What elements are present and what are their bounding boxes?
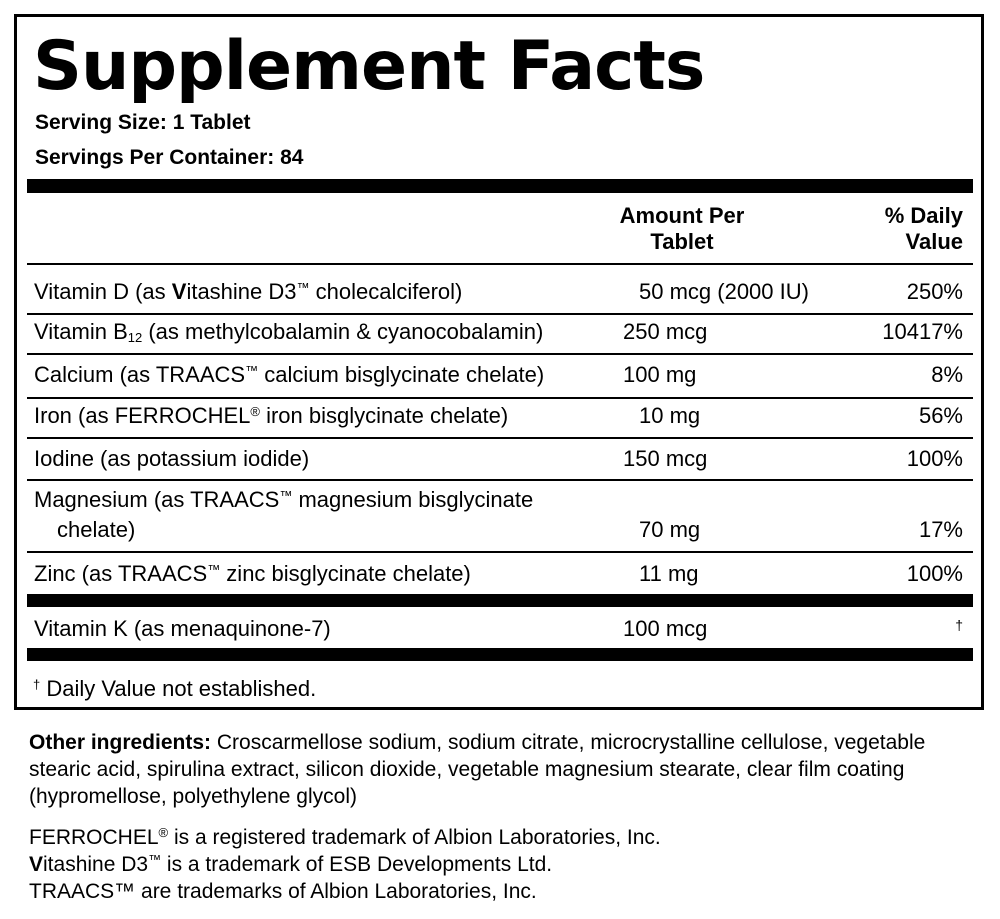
nutrient-name: Iron (as FERROCHEL® iron bisglycinate chelate) [34, 403, 509, 428]
nutrient-dv: 100% [906, 446, 963, 471]
nutrient-amount: 10 mg [639, 403, 701, 428]
other-ingredients: Other ingredients: Croscarmellose sodium, sodium citrate, microcrystalline cellulose, vegetable stearic acid, spirulina extract, silicon dioxide, vegetable magnesium stearate, clear film coating (hypromellose, polyethylene glycol) [29, 731, 926, 808]
nutrient-name: Iodine (as potassium iodide) [34, 446, 310, 471]
row-divider [27, 479, 973, 481]
row-divider [27, 551, 973, 553]
row-divider [27, 313, 973, 315]
nutrient-dv: 8% [931, 362, 963, 387]
nutrient-name: Vitamin K (as menaquinone-7) [34, 616, 331, 641]
nutrient-amount: 100 mcg [623, 616, 708, 641]
nutrient-name: Vitamin $B_{12}$ (as methylcobalamin & cyanocobalamin) [34, 319, 544, 345]
nutrient-name: Vitamin D (as Vitashine D3™ cholecalciferol) [34, 279, 463, 304]
serving-size: Serving Size: 1 Tablet [35, 111, 251, 134]
nutrient-dv: 100% [906, 561, 963, 586]
daily-value-header: % Daily Value [884, 203, 963, 254]
thick-divider [27, 179, 973, 193]
trademark-vitashine: Vitashine D3™ is a trademark of ESB Developments Ltd. [29, 852, 553, 876]
nutrient-amount: 50 mcg (2000 IU) [639, 279, 809, 304]
nutrient-name: Magnesium (as TRAACS™ magnesium bisglycinate [34, 487, 534, 512]
nutrient-name: Zinc (as TRAACS™ zinc bisglycinate chelate) [34, 561, 471, 586]
nutrient-amount: 150 mcg [623, 446, 708, 471]
nutrient-amount: 250 mcg [623, 319, 708, 344]
amount-per-header: Amount Per Tablet [619, 203, 745, 254]
servings-per-container: Servings Per Container: 84 [35, 146, 304, 169]
header-divider [27, 263, 973, 265]
nutrient-amount: 70 mg [639, 517, 701, 542]
nutrient-name: Calcium (as TRAACS™ calcium bisglycinate chelate) [34, 362, 545, 387]
nutrient-dv: 56% [918, 403, 963, 428]
nutrient-dv: 250% [906, 279, 963, 304]
row-divider [27, 437, 973, 439]
row-divider [27, 353, 973, 355]
row-divider [27, 397, 973, 399]
trademark-ferrochel: FERROCHEL® is a registered trademark of Albion Laboratories, Inc. [29, 825, 661, 849]
panel-title: Supplement Facts [33, 27, 705, 106]
nutrient-amount: 11 mg [639, 561, 699, 586]
nutrient-dv: † [955, 617, 963, 633]
thick-divider [27, 594, 973, 607]
footnote: † Daily Value not established. [33, 676, 317, 701]
supplement-facts-panel [14, 14, 984, 710]
nutrient-dv: 17% [918, 517, 963, 542]
nutrient-name-continued: chelate) [57, 517, 136, 542]
thick-divider [27, 648, 973, 661]
nutrient-amount: 100 mg [623, 362, 697, 387]
trademark-traacs: TRAACS™ are trademarks of Albion Laboratories, Inc. [29, 880, 537, 903]
nutrient-dv: 10417% [882, 319, 963, 344]
